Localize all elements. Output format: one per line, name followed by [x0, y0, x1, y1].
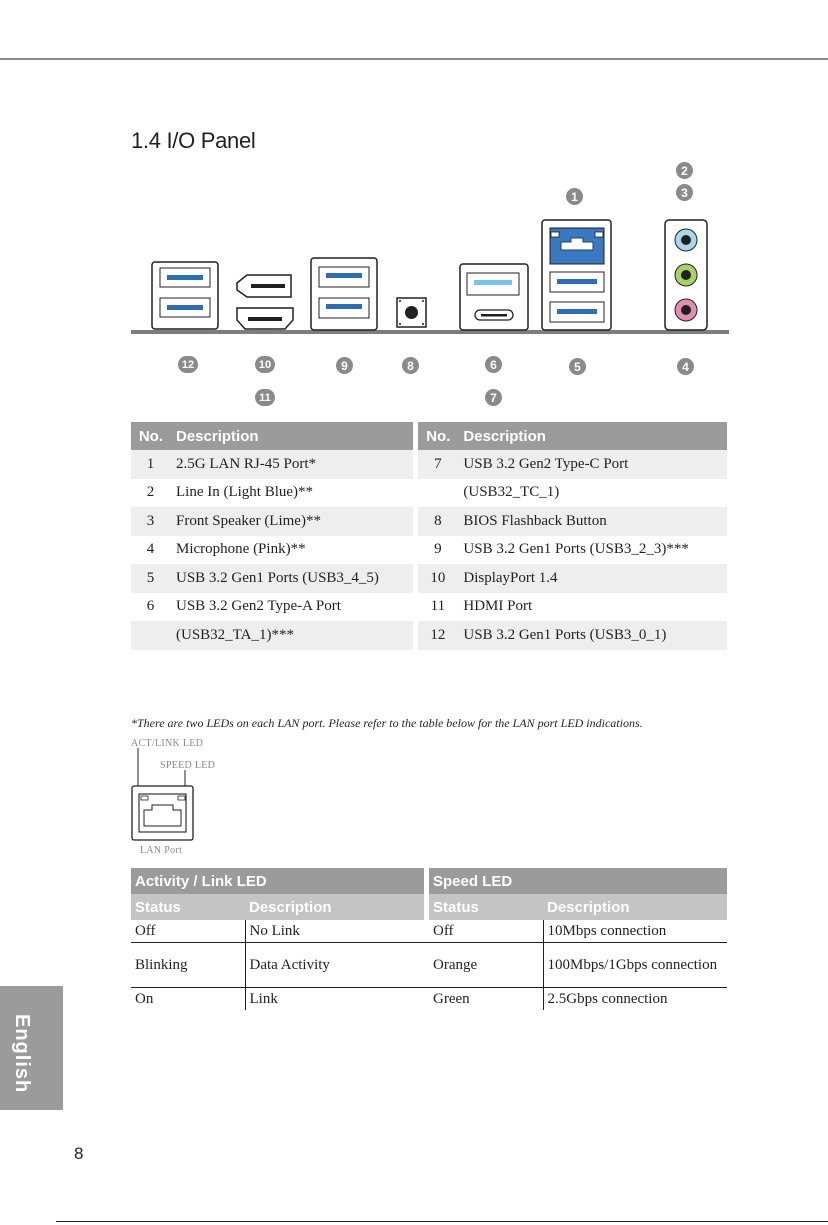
- table-row: [131, 943, 727, 988]
- cell-status: Off: [429, 920, 543, 943]
- table-row: [131, 621, 727, 650]
- callout-10: 10: [255, 356, 275, 373]
- hdmi-port-11: [237, 308, 293, 329]
- table-row: [131, 920, 727, 943]
- cell-status: On: [131, 988, 245, 1011]
- header-no-right: No.: [418, 422, 457, 450]
- cell-desc: Front Speaker (Lime)**: [170, 507, 413, 536]
- cell-desc: 2.5Gbps connection: [547, 990, 668, 1007]
- activity-link-led-header: Activity / Link LED: [131, 868, 424, 894]
- lan-port-label: LAN Port: [140, 845, 183, 856]
- panel-baseline: [131, 330, 729, 334]
- cell-desc: (USB32_TA_1)***: [170, 621, 413, 650]
- cell-no: 2: [146, 484, 155, 501]
- cell-status: Orange: [429, 943, 543, 988]
- page-number: 8: [74, 1144, 84, 1163]
- cell-desc: USB 3.2 Gen1 Ports (USB3_2_3)***: [463, 541, 689, 558]
- status-header: Status: [131, 894, 245, 920]
- section-title: 1.4 I/O Panel: [131, 128, 256, 153]
- usb-ports-12: [152, 262, 218, 329]
- callout-5: 5: [569, 358, 586, 375]
- callout-1: 1: [566, 188, 583, 205]
- cell-desc: USB 3.2 Gen2 Type-C Port: [457, 450, 727, 479]
- table-row: [131, 479, 727, 508]
- callout-4: 4: [677, 358, 694, 375]
- io-panel-illustration: [131, 218, 729, 336]
- lan-port-diagram: [128, 748, 200, 843]
- cell-no: 3: [131, 507, 170, 536]
- table-row: [131, 564, 727, 593]
- cell-desc: 100Mbps/1Gbps connection: [543, 943, 727, 988]
- cell-status: Green: [429, 988, 543, 1011]
- cell-no: [418, 479, 457, 508]
- led-status-table: [131, 868, 727, 1010]
- lan-footnote: *There are two LEDs on each LAN port. Please refer to the table below for the LAN port LED indications.: [131, 716, 643, 730]
- cell-desc: Line In (Light Blue)**: [176, 484, 314, 501]
- cell-desc: (USB32_TC_1): [463, 484, 560, 501]
- usb-ports-9: [311, 258, 377, 330]
- cell-desc: No Link: [245, 920, 424, 943]
- callout-3: 3: [676, 184, 693, 201]
- language-side-tab-label: English: [11, 1014, 33, 1094]
- cell-desc: Microphone (Pink)**: [176, 541, 306, 558]
- displayport-10: [237, 275, 291, 297]
- cell-desc: HDMI Port: [463, 598, 533, 615]
- callout-2: 2: [676, 162, 693, 179]
- cell-no: 12: [418, 621, 457, 650]
- bios-flashback-button-8: [397, 298, 426, 327]
- cell-no: 1: [131, 450, 170, 479]
- table-row: [131, 988, 727, 1011]
- cell-no: 8: [418, 507, 457, 536]
- header-desc-right: Description: [457, 422, 727, 450]
- callout-11: 11: [255, 389, 275, 406]
- cell-desc: USB 3.2 Gen1 Ports (USB3_4_5): [170, 564, 413, 593]
- cell-desc: 2.5G LAN RJ-45 Port*: [170, 450, 413, 479]
- cell-no: 6: [146, 598, 155, 615]
- description-header: Description: [543, 894, 727, 920]
- lan-usb-stack-1-5: [542, 220, 611, 330]
- usb-typea-typec-6-7: [460, 264, 528, 330]
- io-description-table: [131, 422, 727, 650]
- callout-8: 8: [402, 357, 419, 374]
- header-desc-left: Description: [170, 422, 413, 450]
- table-row: [131, 593, 727, 622]
- cell-desc: USB 3.2 Gen1 Ports (USB3_0_1): [457, 621, 727, 650]
- footer-rule: [56, 1221, 828, 1222]
- cell-status: Blinking: [131, 943, 245, 988]
- cell-desc: BIOS Flashback Button: [457, 507, 727, 536]
- header-rule: [0, 58, 828, 60]
- cell-no: 4: [146, 541, 155, 558]
- cell-no: [131, 621, 170, 650]
- speed-led-header: Speed LED: [429, 868, 727, 894]
- callout-7: 7: [485, 389, 502, 406]
- description-header: Description: [245, 894, 424, 920]
- cell-desc: DisplayPort 1.4: [457, 564, 727, 593]
- status-header: Status: [429, 894, 543, 920]
- cell-desc: Data Activity: [245, 943, 424, 988]
- table-header-row: [131, 422, 727, 450]
- table-row: [131, 536, 727, 565]
- cell-desc: 10Mbps connection: [543, 920, 727, 943]
- act-link-led-label: ACT/LINK LED: [131, 738, 204, 749]
- callout-9: 9: [336, 357, 353, 374]
- cell-no: 11: [430, 598, 446, 615]
- callout-12: 12: [178, 356, 198, 373]
- table-row: [131, 450, 727, 479]
- cell-no: 5: [131, 564, 170, 593]
- led-column-header-row: [131, 894, 727, 920]
- cell-desc: USB 3.2 Gen2 Type-A Port: [176, 598, 341, 615]
- table-row: [131, 507, 727, 536]
- cell-no: 9: [434, 541, 442, 558]
- speed-led-label: SPEED LED: [160, 760, 216, 771]
- header-no-left: No.: [131, 422, 170, 450]
- cell-no: 7: [418, 450, 457, 479]
- cell-desc: Link: [249, 990, 278, 1007]
- callout-6: 6: [485, 356, 502, 373]
- led-group-header-row: [131, 868, 727, 894]
- cell-no: 10: [418, 564, 457, 593]
- cell-status: Off: [131, 920, 245, 943]
- audio-jacks-2-3-4: [665, 220, 707, 330]
